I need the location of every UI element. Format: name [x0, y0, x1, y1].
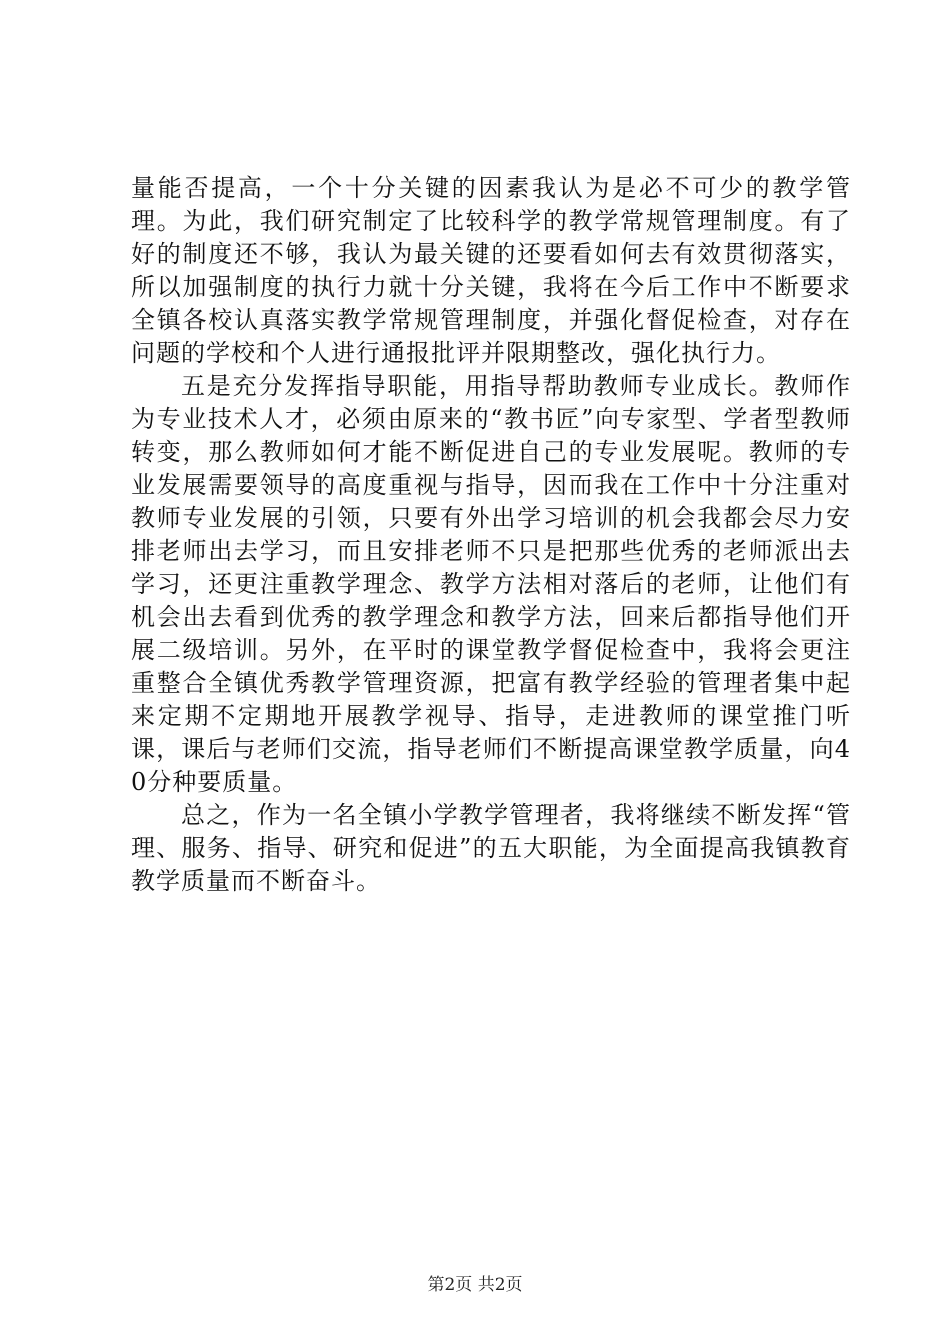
paragraph-guidance: 五是充分发挥指导职能，用指导帮助教师专业成长。教师作为专业技术人才，必须由原来的“教书匠”向专家型、学者型教师转变，那么教师如何才能不断促进自己的专业发展呢。教师的专业发展需要领导的高度重视与指导，因而我在工作中十分注重对教师专业发展的引领，只要有外出学习培训的机会我都会尽力安排老师出去学习，而且安排老师不只是把那些优秀的老师派出去学习，还更注重教学理念、教学方法相对落后的老师，让他们有机会出去看到优秀的教学理念和教学方法，回来后都指导他们开展二级培训。另外，在平时的课堂教学督促检查中，我将会更注重整合全镇优秀教学管理资源，把富有教学经验的管理者集中起来定期不定期地开展教学视导、指导，走进教师的课堂推门听课，课后与老师们交流，指导老师们不断提高课堂教学质量，向40分种要质量。	[131, 372, 851, 796]
paragraph-conclusion: 总之，作为一名全镇小学教学管理者，我将继续不断发挥“管理、服务、指导、研究和促进”的五大职能，为全面提高我镇教育教学质量而不断奋斗。	[131, 801, 851, 895]
document-body	[131, 172, 851, 898]
page-footer: 第2页 共2页	[427, 1275, 523, 1295]
paragraph-continuation: 量能否提高，一个十分关键的因素我认为是必不可少的教学管理。为此，我们研究制定了比较科学的教学常规管理制度。有了好的制度还不够，我认为最关键的还要看如何去有效贯彻落实，所以加强制度的执行力就十分关键，我将在今后工作中不断要求全镇各校认真落实教学常规管理制度，并强化督促检查，对存在问题的学校和个人进行通报批评并限期整改，强化执行力。	[131, 174, 851, 367]
